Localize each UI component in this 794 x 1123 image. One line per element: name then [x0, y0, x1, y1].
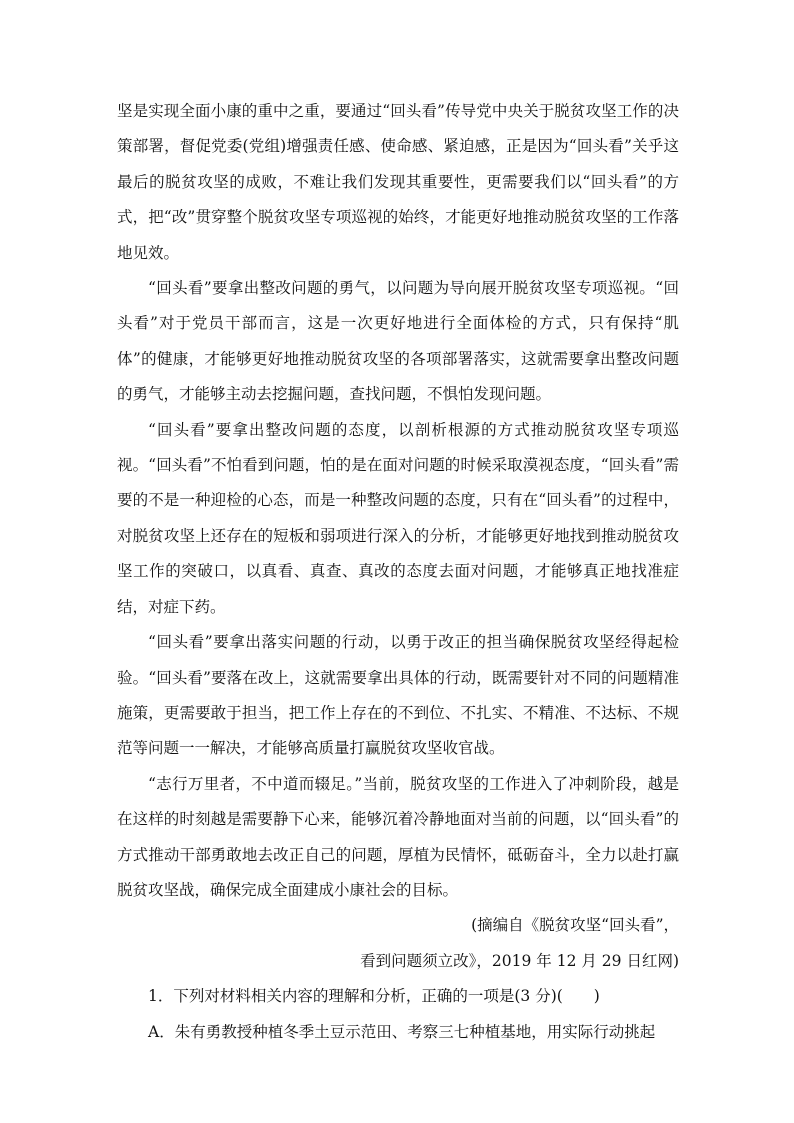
source-citation-line2: 看到问题须立改》，2019 年 12 月 29 日红网) — [360, 951, 679, 970]
source-citation-line1: (摘编自《脱贫攻坚“回头看”， — [471, 916, 679, 935]
paragraph-courage: “回头看”要拿出整改问题的勇气，以问题为导向展开脱贫攻坚专项巡视。“回头看”对于党员干部而言，这是一次更好地进行全面体检的方式，只有保持“肌体”的健康，才能够更好地推动脱贫攻坚的各项部署落实，这就需要拿出整改问题的勇气，才能够主动去挖掘问题，查找问题，不惧怕发现问题。 — [117, 279, 679, 404]
document-page — [117, 94, 679, 1050]
paragraph-conclusion: “志行万里者，不中道而辍足。”当前，脱贫攻坚的工作进入了冲刺阶段，越是在这样的时刻越是需要静下心来，能够沉着冷静地面对当前的问题，以“回头看”的方式推动干部勇敢地去改正自己的问题，厚植为民情怀，砥砺奋斗，全力以赴打赢脱贫攻坚战，确保完成全面建成小康社会的目标。 — [117, 774, 679, 899]
question-option-a: A．朱有勇教授种植冬季土豆示范田、考察三七种植基地，用实际行动挑起 — [148, 1022, 656, 1041]
paragraph-continuation: 坚是实现全面小康的重中之重，要通过“回头看”传导党中央关于脱贫攻坚工作的决策部署，督促党委(党组)增强责任感、使命感、紧迫感，正是因为“回头看”关乎这最后的脱贫攻坚的成败，不难让我们发现其重要性，更需要我们以“回头看”的方式，把“改”贯穿整个脱贫攻坚专项巡视的始终，才能更好地推动脱贫攻坚的工作落地见效。 — [117, 102, 679, 262]
question-stem: 1．下列对材料相关内容的理解和分析，正确的一项是(3 分)( ) — [148, 987, 600, 1006]
paragraph-attitude: “回头看”要拿出整改问题的态度，以剖析根源的方式推动脱贫攻坚专项巡视。“回头看”不怕看到问题，怕的是在面对问题的时候采取漠视态度，“回头看”需要的不是一种迎检的心态，而是一种整改问题的态度，只有在“回头看”的过程中，对脱贫攻坚上还存在的短板和弱项进行深入的分析，才能够更好地找到推动脱贫攻坚工作的突破口，以真看、真查、真改的态度去面对问题，才能够真正地找准症结，对症下药。 — [117, 420, 679, 616]
paragraph-action: “回头看”要拿出落实问题的行动，以勇于改正的担当确保脱贫攻坚经得起检验。“回头看”要落在改上，这就需要拿出具体的行动，既需要针对不同的问题精准施策，更需要敢于担当，把工作上存在的不到位、不扎实、不精准、不达标、不规范等问题一一解决，才能够高质量打赢脱贫攻坚收官战。 — [117, 633, 679, 758]
